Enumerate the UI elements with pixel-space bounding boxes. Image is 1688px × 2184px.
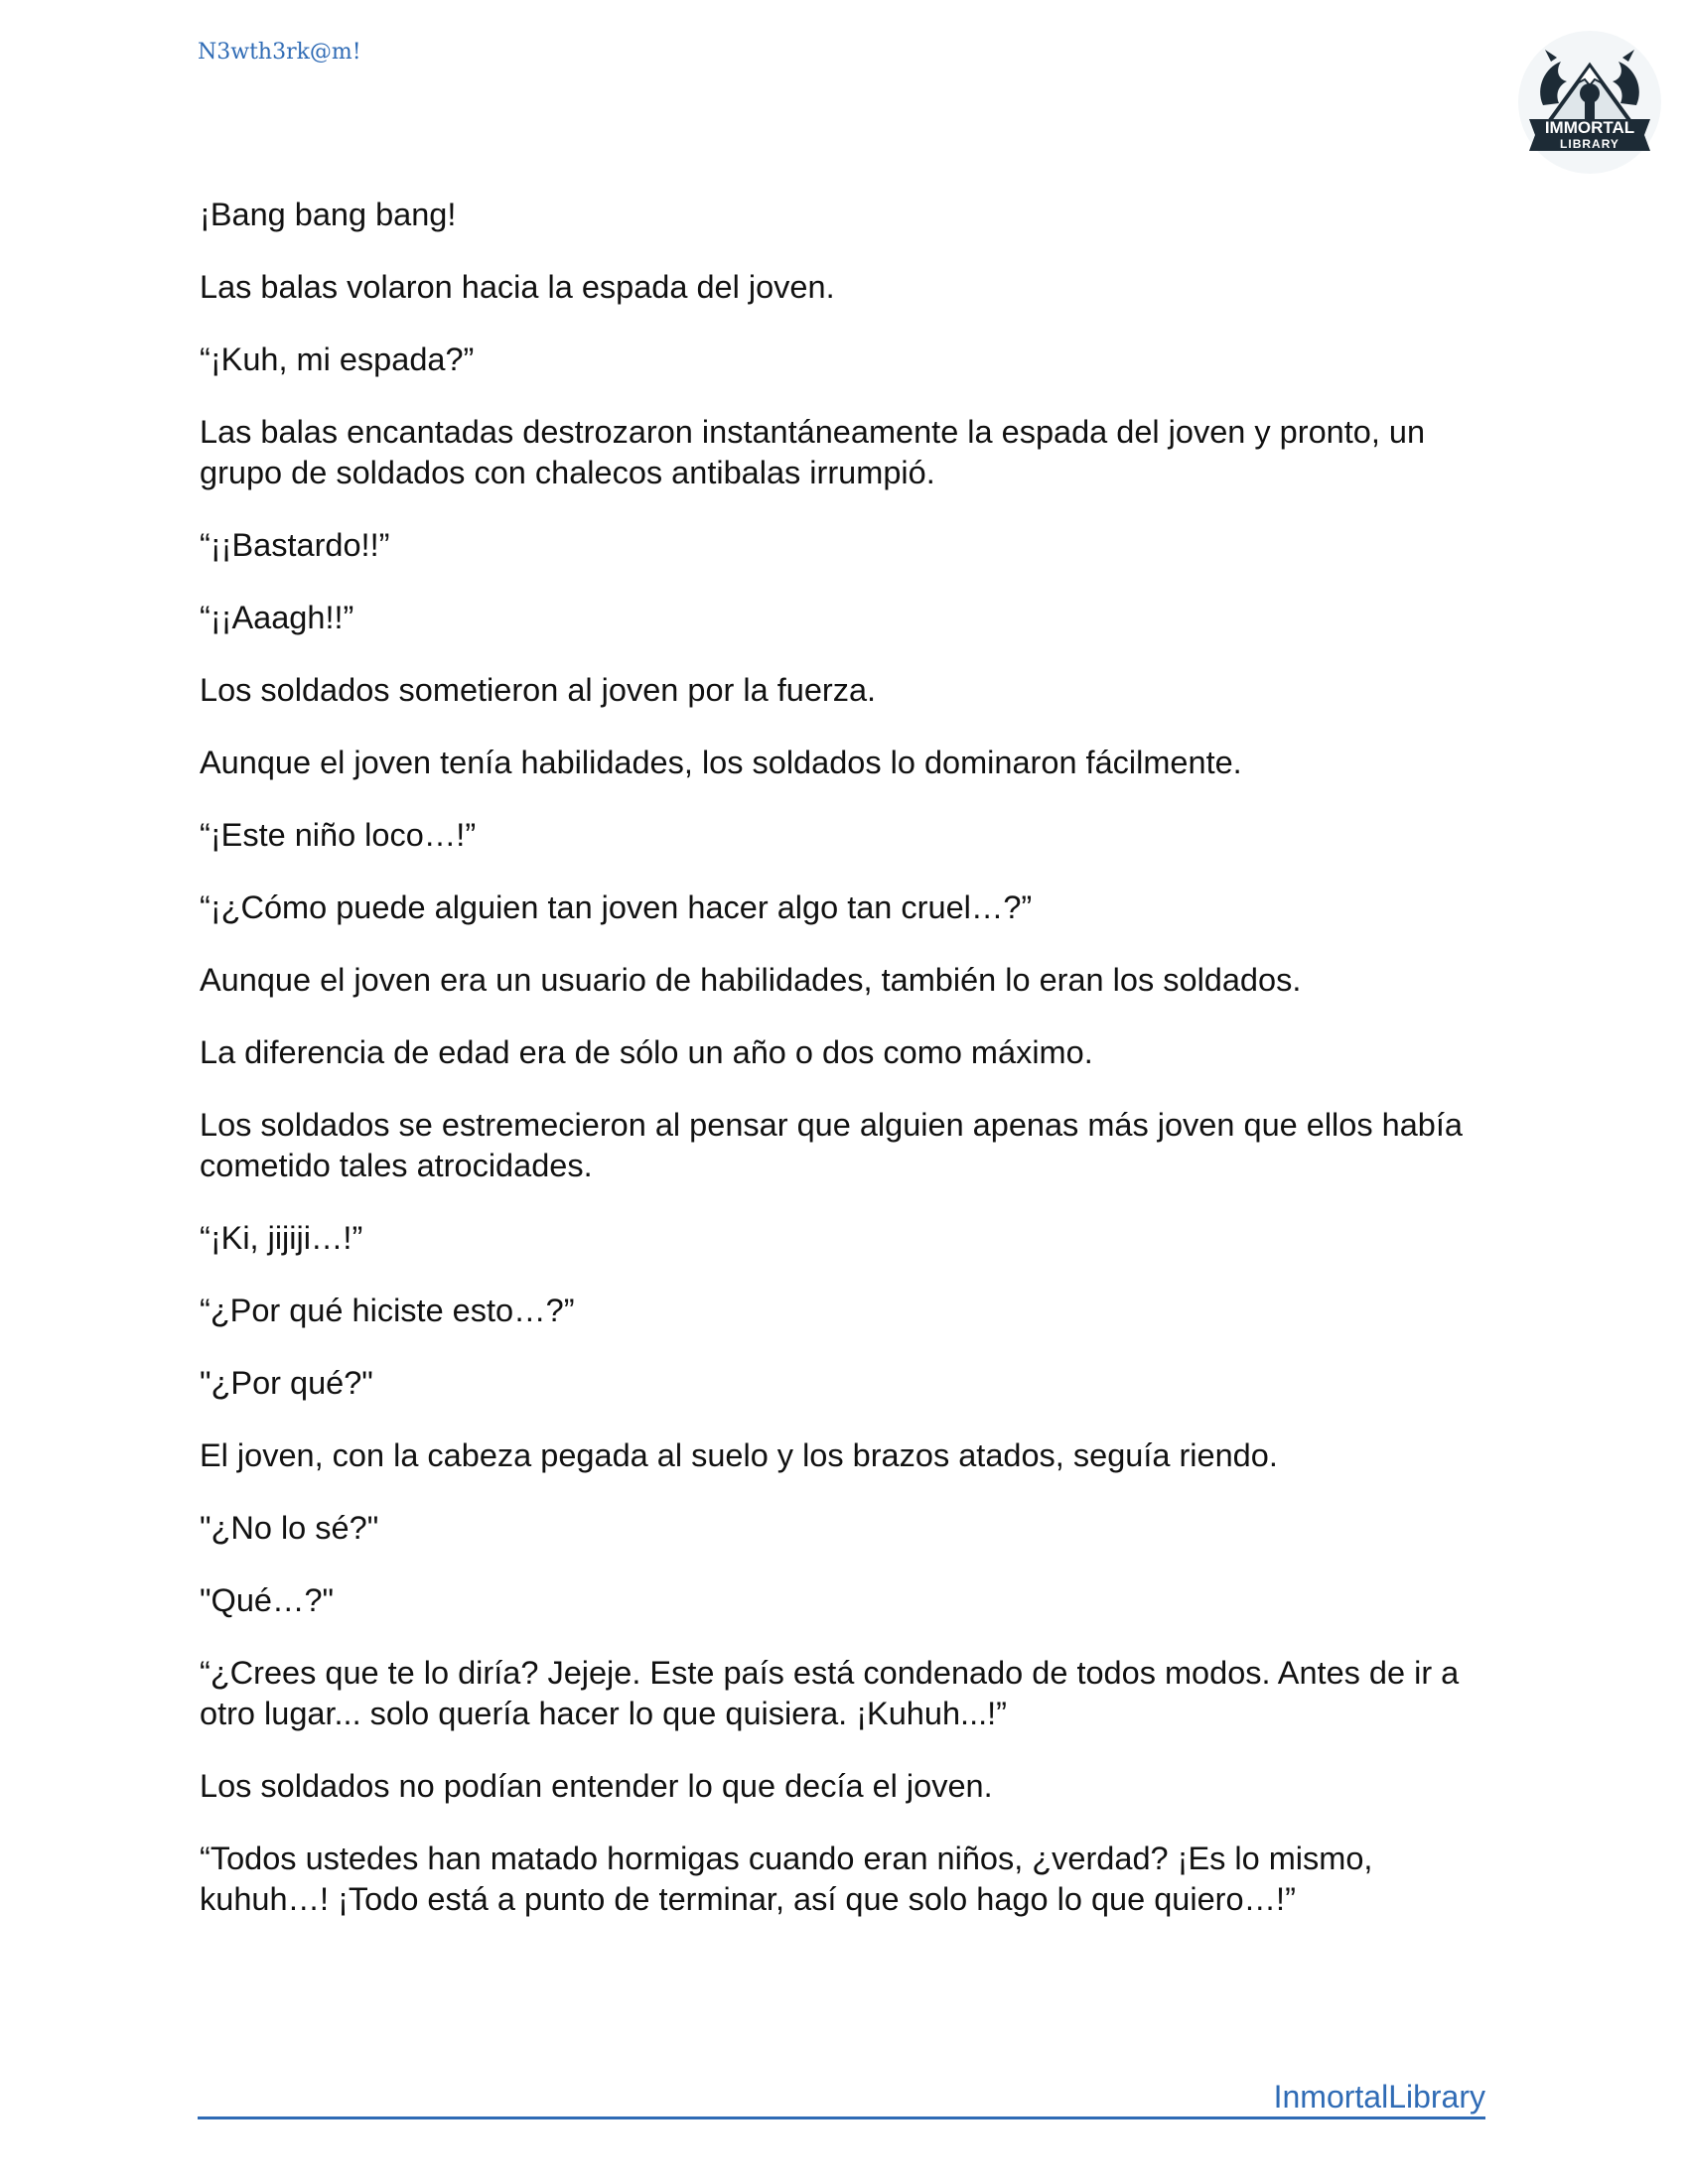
paragraph: El joven, con la cabeza pegada al suelo y los brazos atados, seguía riendo. (200, 1437, 1278, 1473)
paragraph: “Todos ustedes han matado hormigas cuando eran niños, ¿verdad? ¡Es lo mismo, kuhuh…! ¡Todo está a punto de terminar, así que solo hago lo que quiero…!” (200, 1841, 1373, 1917)
paragraph: La diferencia de edad era de sólo un año o dos como máximo. (200, 1034, 1093, 1070)
paragraph: “¿Crees que te lo diría? Jejeje. Este país está condenado de todos modos. Antes de ir a otro lugar... solo quería hacer lo que quisiera. ¡Kuhuh...!” (200, 1655, 1460, 1731)
paragraph: “¡Este niño loco…!” (200, 817, 477, 853)
paragraph: Las balas encantadas destrozaron instantáneamente la espada del joven y pronto, un grupo de soldados con chalecos antibalas irrumpió. (200, 414, 1426, 490)
footer-link[interactable]: InmortalLibrary (1273, 2079, 1485, 2115)
logo-text-top: IMMORTAL (1544, 118, 1635, 137)
paragraph: Aunque el joven era un usuario de habilidades, también lo eran los soldados. (200, 962, 1302, 998)
paragraph: Las balas volaron hacia la espada del joven. (200, 269, 835, 305)
story-text (200, 195, 1490, 1952)
paragraph: Los soldados no podían entender lo que decía el joven. (200, 1768, 993, 1804)
paragraph: “¡¿Cómo puede alguien tan joven hacer algo tan cruel…?” (200, 889, 1033, 925)
paragraph: ¡Bang bang bang! (200, 197, 457, 232)
paragraph: “¡Kuh, mi espada?” (200, 341, 475, 377)
paragraph: "¿Por qué?" (200, 1365, 373, 1401)
paragraph: “¡¡Bastardo!!” (200, 527, 390, 563)
paragraph: “¡¡Aaagh!!” (200, 600, 354, 635)
paragraph: “¡Ki, jijiji…!” (200, 1220, 363, 1256)
paragraph: "¿No lo sé?" (200, 1510, 379, 1546)
header-watermark: N3wth3rk@m! (198, 40, 361, 65)
paragraph: Aunque el joven tenía habilidades, los soldados lo dominaron fácilmente. (200, 745, 1242, 780)
paragraph: Los soldados se estremecieron al pensar que alguien apenas más joven que ellos había cometido tales atrocidades. (200, 1107, 1463, 1183)
footer-rule (198, 2077, 1485, 2119)
paragraph: Los soldados sometieron al joven por la fuerza. (200, 672, 877, 708)
paragraph: "Qué…?" (200, 1582, 335, 1618)
logo-text-bottom: LIBRARY (1560, 137, 1619, 151)
immortal-library-logo (1515, 28, 1664, 177)
paragraph: “¿Por qué hiciste esto…?” (200, 1293, 575, 1328)
